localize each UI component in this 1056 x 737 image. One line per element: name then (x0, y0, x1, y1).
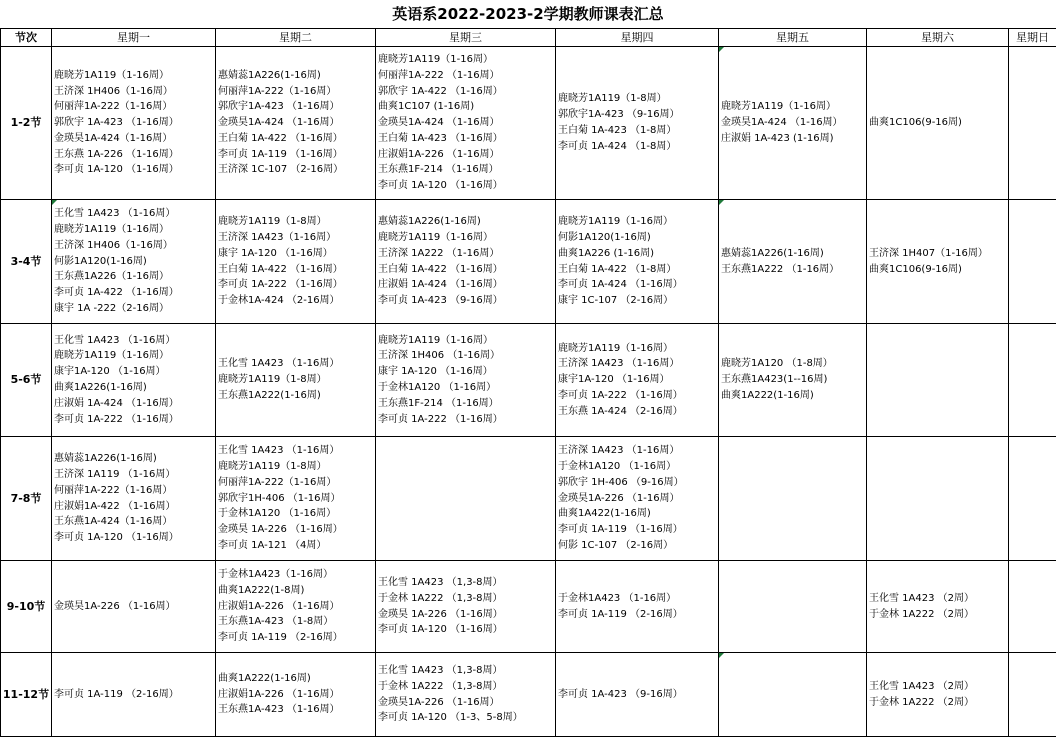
course-entry: 鹿晓芳1A119（1-8周） (218, 216, 327, 228)
course-entry: 曲爽1C106(9-16周) (869, 117, 962, 129)
course-entry: 庄淑娟1A-226 （1-16周） (378, 148, 500, 160)
schedule-cell-monday (52, 324, 216, 437)
course-entry: 王济深 1H406 （1-16周） (378, 350, 501, 362)
course-entry: 王济深 1C-107 （2-16周） (218, 164, 344, 176)
table-title: 英语系2022-2023-2学期教师课表汇总 (392, 5, 664, 23)
course-entry: 金瑛昊1A-424 （1-16周） (218, 117, 340, 129)
course-entry: 王化雪 1A423 （1,3-8周） (378, 576, 503, 588)
course-entry: 王化雪 1A423 （1-16周） (54, 208, 176, 220)
course-entry: 庄淑娟1A-422 （1-16周） (54, 500, 176, 512)
course-entry: 鹿晓芳1A119（1-16周） (721, 101, 836, 113)
period-label: 1-2节 (1, 47, 52, 200)
course-entry: 李可贞 1A-120 （1-16周） (54, 532, 179, 544)
period-label: 9-10节 (1, 561, 52, 653)
course-entry: 于金林 1A222 （1,3-8周） (378, 592, 503, 604)
schedule-cell-monday (52, 653, 216, 737)
course-entry: 曲爽1A222(1-16周) (218, 672, 311, 684)
course-entry: 王济深 1H407（1-16周） (869, 247, 988, 259)
schedule-cell-friday (719, 437, 867, 561)
course-entry: 王化雪 1A423 （2周） (869, 592, 975, 604)
schedule-cell-tuesday (216, 324, 376, 437)
course-entry: 李可贞 1A-222 （1-16周） (218, 279, 343, 291)
schedule-body (1, 47, 1056, 737)
course-entry: 王东燕1A-423 （1-8周） (218, 616, 334, 628)
schedule-cell-thursday (556, 561, 719, 653)
course-entry: 于金林1A120 （1-16周） (558, 461, 677, 472)
schedule-table (0, 28, 1056, 737)
course-entry: 惠婧蕊1A226(1-16周) (218, 69, 321, 81)
course-entry: 惠婧蕊1A226(1-16周) (54, 453, 157, 465)
course-entry: 王济深 1A222 （1-16周） (378, 247, 500, 259)
course-entry: 王东燕1F-214 （1-16周） (378, 397, 499, 409)
course-entry: 王东燕1A-423 （1-16周） (218, 704, 340, 716)
course-entry: 庄淑娟 1A-423 (1-16周) (721, 132, 834, 144)
course-entry: 于金林1A423（1-16周） (218, 569, 333, 580)
course-entry: 鹿晓芳1A119（1-16周） (378, 231, 493, 243)
course-entry: 康宇 1A -222（2-16周） (54, 302, 169, 314)
course-entry: 曲爽1C107 (1-16周) (378, 101, 475, 113)
course-entry: 王化雪 1A423 （1-16周） (218, 358, 340, 370)
course-entry: 王东燕1A222 （1-16周） (721, 263, 840, 275)
schedule-cell-wednesday (376, 653, 556, 737)
course-entry: 惠婧蕊1A226(1-16周) (721, 247, 824, 259)
course-entry: 王东燕1A226（1-16周） (54, 271, 169, 283)
schedule-cell-saturday (867, 324, 1009, 437)
course-entry: 王济深 1H406（1-16周） (54, 85, 173, 97)
schedule-row (1, 437, 1056, 561)
course-entry: 王东燕1A222(1-16周) (218, 389, 321, 401)
course-entry: 惠婧蕊1A226(1-16周) (378, 216, 481, 228)
schedule-cell-tuesday (216, 653, 376, 737)
course-entry: 鹿晓芳1A119（1-16周） (54, 350, 169, 362)
course-entry: 王化雪 1A423 （1-16周） (218, 445, 340, 457)
header-sunday: 星期日 (1009, 29, 1056, 47)
schedule-cell-thursday (556, 653, 719, 737)
schedule-cell-friday (719, 324, 867, 437)
header-period: 节次 (1, 29, 52, 47)
course-entry: 王东燕1A423(1--16周) (721, 374, 828, 386)
course-entry: 于金林1A120 （1-16周） (378, 382, 497, 393)
course-entry: 庄淑娟 1A-424 （1-16周） (378, 279, 503, 291)
course-entry: 王东燕 1A-424 （2-16周） (558, 405, 683, 417)
course-entry: 李可贞 1A-422 （1-16周） (54, 287, 179, 299)
schedule-cell-wednesday (376, 200, 556, 324)
header-thursday: 星期四 (556, 29, 719, 47)
course-entry: 金瑛昊1A-226 （1-16周） (558, 492, 680, 504)
course-entry: 李可贞 1A-119 （2-16周） (218, 632, 343, 644)
course-entry: 李可贞 1A-120 （1-3、5-8周） (378, 712, 523, 724)
course-entry: 康宇 1A-120 （1-16周） (218, 247, 333, 259)
course-entry: 鹿晓芳1A119（1-16周） (378, 334, 493, 346)
course-entry: 李可贞 1A-222 （1-16周） (378, 413, 503, 425)
course-entry: 王济深 1H406（1-16周） (54, 239, 173, 251)
schedule-row (1, 47, 1056, 200)
course-entry: 曲爽1A222(1-8周) (218, 584, 305, 596)
schedule-cell-saturday (867, 653, 1009, 737)
schedule-cell-monday (52, 437, 216, 561)
schedule-cell-saturday (867, 561, 1009, 653)
course-entry: 鹿晓芳1A119（1-16周） (558, 342, 673, 354)
course-entry: 王济深 1A119 （1-16周） (54, 468, 176, 480)
course-entry: 鹿晓芳1A119（1-8周） (558, 93, 667, 105)
course-entry: 金瑛昊 1A-226 （1-16周） (378, 608, 503, 620)
course-entry: 金瑛昊1A-424（1-16周） (54, 132, 173, 144)
header-wednesday: 星期三 (376, 29, 556, 47)
course-entry: 曲爽1A226 (1-16周) (558, 247, 654, 259)
course-entry: 于金林1A120 （1-16周） (218, 508, 337, 520)
schedule-cell-tuesday (216, 561, 376, 653)
course-entry: 王白菊 1A-423 （1-8周） (558, 125, 677, 136)
course-entry: 于金林 1A222 （2周） (869, 608, 975, 620)
schedule-cell-thursday (556, 47, 719, 200)
course-entry: 王济深 1A423（1-16周） (218, 231, 337, 243)
period-label: 7-8节 (1, 437, 52, 561)
course-entry: 王东燕1F-214 （1-16周） (378, 164, 499, 176)
schedule-cell-thursday (556, 437, 719, 561)
course-entry: 何影 1C-107 （2-16周） (558, 539, 674, 551)
course-entry: 李可贞 1A-423 （9-16周） (558, 688, 683, 700)
course-entry: 何丽萍1A-222（1-16周） (218, 85, 337, 97)
course-entry: 何影1A120(1-16周) (558, 231, 651, 243)
course-entry: 李可贞 1A-222 （1-16周） (54, 413, 179, 425)
course-entry: 庄淑娟 1A-424 （1-16周） (54, 397, 179, 409)
course-entry: 鹿晓芳1A119（1-8周） (218, 461, 327, 472)
course-entry: 李可贞 1A-424 （1-8周） (558, 140, 677, 152)
course-entry: 金瑛昊 1A-226 （1-16周） (218, 524, 343, 536)
course-entry: 曲爽1A226(1-16周) (54, 382, 147, 393)
course-entry: 郭欣宇1A-423 （1-16周） (218, 101, 340, 113)
course-entry: 王白菊 1A-422 （1-8周） (558, 263, 677, 275)
header-row (1, 29, 1056, 47)
course-entry: 庄淑娟1A-226 （1-16周） (218, 688, 340, 700)
course-entry: 于金林 1A222 （2周） (869, 696, 975, 708)
course-entry: 于金林1A423 （1-16周） (558, 592, 677, 604)
course-entry: 金瑛昊1A-226 （1-16周） (54, 600, 176, 612)
header-saturday: 星期六 (867, 29, 1009, 47)
schedule-cell-friday (719, 653, 867, 737)
schedule-cell-saturday (867, 437, 1009, 561)
schedule-cell-friday (719, 200, 867, 324)
schedule-cell-wednesday (376, 561, 556, 653)
course-entry: 李可贞 1A-119 （2-16周） (558, 608, 683, 620)
period-label: 11-12节 (1, 653, 52, 737)
course-entry: 鹿晓芳1A120 （1-8周） (721, 358, 833, 370)
schedule-cell-sunday (1009, 437, 1056, 561)
period-label: 3-4节 (1, 200, 52, 324)
course-entry: 何丽萍1A-222 （1-16周） (378, 69, 500, 81)
schedule-row (1, 200, 1056, 324)
course-entry: 郭欣宇 1H-406 （9-16周） (558, 476, 684, 488)
course-entry: 郭欣宇 1A-423 （1-16周） (54, 117, 179, 129)
course-entry: 李可贞 1A-121 （4周） (218, 539, 327, 551)
course-entry: 康宇 1C-107 （2-16周） (558, 295, 674, 307)
schedule-cell-sunday (1009, 324, 1056, 437)
schedule-cell-tuesday (216, 437, 376, 561)
course-entry: 王白菊 1A-422 （1-16周） (218, 132, 343, 144)
schedule-cell-friday (719, 561, 867, 653)
course-entry: 李可贞 1A-119 （1-16周） (218, 148, 343, 160)
course-entry: 李可贞 1A-423 （9-16周） (378, 295, 503, 307)
schedule-row (1, 324, 1056, 437)
course-entry: 曲爽1A222(1-16周) (721, 389, 814, 401)
course-entry: 王济深 1A423 （1-16周） (558, 445, 680, 457)
schedule-cell-saturday (867, 200, 1009, 324)
schedule-cell-sunday (1009, 47, 1056, 200)
course-entry: 郭欣宇1A-423 （9-16周） (558, 109, 680, 121)
course-entry: 郭欣宇 1A-422 （1-16周） (378, 85, 503, 97)
course-entry: 鹿晓芳1A119（1-16周） (54, 224, 169, 235)
period-label: 5-6节 (1, 324, 52, 437)
course-entry: 李可贞 1A-120 （1-16周） (378, 624, 503, 636)
schedule-row (1, 561, 1056, 653)
course-entry: 李可贞 1A-222 （1-16周） (558, 389, 683, 401)
schedule-cell-saturday (867, 47, 1009, 200)
course-entry: 金瑛昊1A-424 （1-16周） (721, 117, 843, 129)
course-entry: 金瑛昊1A-226 （1-16周） (378, 696, 500, 708)
schedule-cell-sunday (1009, 653, 1056, 737)
schedule-cell-monday (52, 47, 216, 200)
course-entry: 康宇1A-120 （1-16周） (54, 366, 166, 378)
header-tuesday: 星期二 (216, 29, 376, 47)
course-entry: 王白菊 1A-423 （1-16周） (378, 132, 503, 144)
course-entry: 李可贞 1A-119 （1-16周） (558, 524, 683, 536)
course-entry: 鹿晓芳1A119（1-8周） (218, 374, 327, 386)
course-entry: 康宇 1A-120 （1-16周） (378, 366, 493, 378)
schedule-row (1, 653, 1056, 737)
course-entry: 王济深 1A423 （1-16周） (558, 358, 680, 370)
course-entry: 何丽萍1A-222（1-16周） (218, 476, 337, 488)
course-entry: 庄淑娟1A-226 （1-16周） (218, 600, 340, 612)
course-entry: 王东燕1A-424（1-16周） (54, 516, 173, 528)
course-entry: 李可贞 1A-424 （1-16周） (558, 279, 683, 291)
schedule-cell-tuesday (216, 200, 376, 324)
course-entry: 王白菊 1A-422 （1-16周） (378, 263, 503, 275)
course-entry: 李可贞 1A-120 （1-16周） (54, 164, 179, 176)
course-entry: 李可贞 1A-120 （1-16周） (378, 180, 503, 192)
course-entry: 金瑛昊1A-424 （1-16周） (378, 117, 500, 129)
schedule-cell-thursday (556, 324, 719, 437)
course-entry: 曲爽1A422(1-16周) (558, 508, 651, 520)
schedule-cell-wednesday (376, 47, 556, 200)
course-entry: 郭欣宇1H-406 （1-16周） (218, 492, 341, 504)
course-entry: 鹿晓芳1A119（1-16周） (378, 53, 493, 65)
course-entry: 王化雪 1A423 （1-16周） (54, 334, 176, 346)
schedule-cell-sunday (1009, 561, 1056, 653)
course-entry: 何丽萍1A-222（1-16周） (54, 484, 173, 496)
course-entry: 鹿晓芳1A119（1-16周） (558, 216, 673, 228)
schedule-cell-friday (719, 47, 867, 200)
schedule-cell-monday (52, 200, 216, 324)
course-entry: 王化雪 1A423 （1,3-8周） (378, 664, 503, 676)
schedule-cell-sunday (1009, 200, 1056, 324)
course-entry: 鹿晓芳1A119（1-16周） (54, 69, 169, 81)
schedule-cell-wednesday (376, 324, 556, 437)
course-entry: 王化雪 1A423 （2周） (869, 680, 975, 692)
course-entry: 何影1A120(1-16周) (54, 255, 147, 267)
course-entry: 于金林1A-424 （2-16周） (218, 295, 340, 307)
header-monday: 星期一 (52, 29, 216, 47)
schedule-cell-monday (52, 561, 216, 653)
header-friday: 星期五 (719, 29, 867, 47)
course-entry: 李可贞 1A-119 （2-16周） (54, 688, 179, 700)
course-entry: 何丽萍1A-222（1-16周） (54, 101, 173, 113)
course-entry: 王白菊 1A-422 （1-16周） (218, 263, 343, 275)
schedule-cell-thursday (556, 200, 719, 324)
course-entry: 王东燕 1A-226 （1-16周） (54, 148, 179, 160)
course-entry: 曲爽1C106(9-16周) (869, 263, 962, 275)
schedule-cell-wednesday (376, 437, 556, 561)
course-entry: 康宇1A-120 （1-16周） (558, 374, 670, 386)
course-entry: 于金林 1A222 （1,3-8周） (378, 680, 503, 692)
schedule-cell-tuesday (216, 47, 376, 200)
